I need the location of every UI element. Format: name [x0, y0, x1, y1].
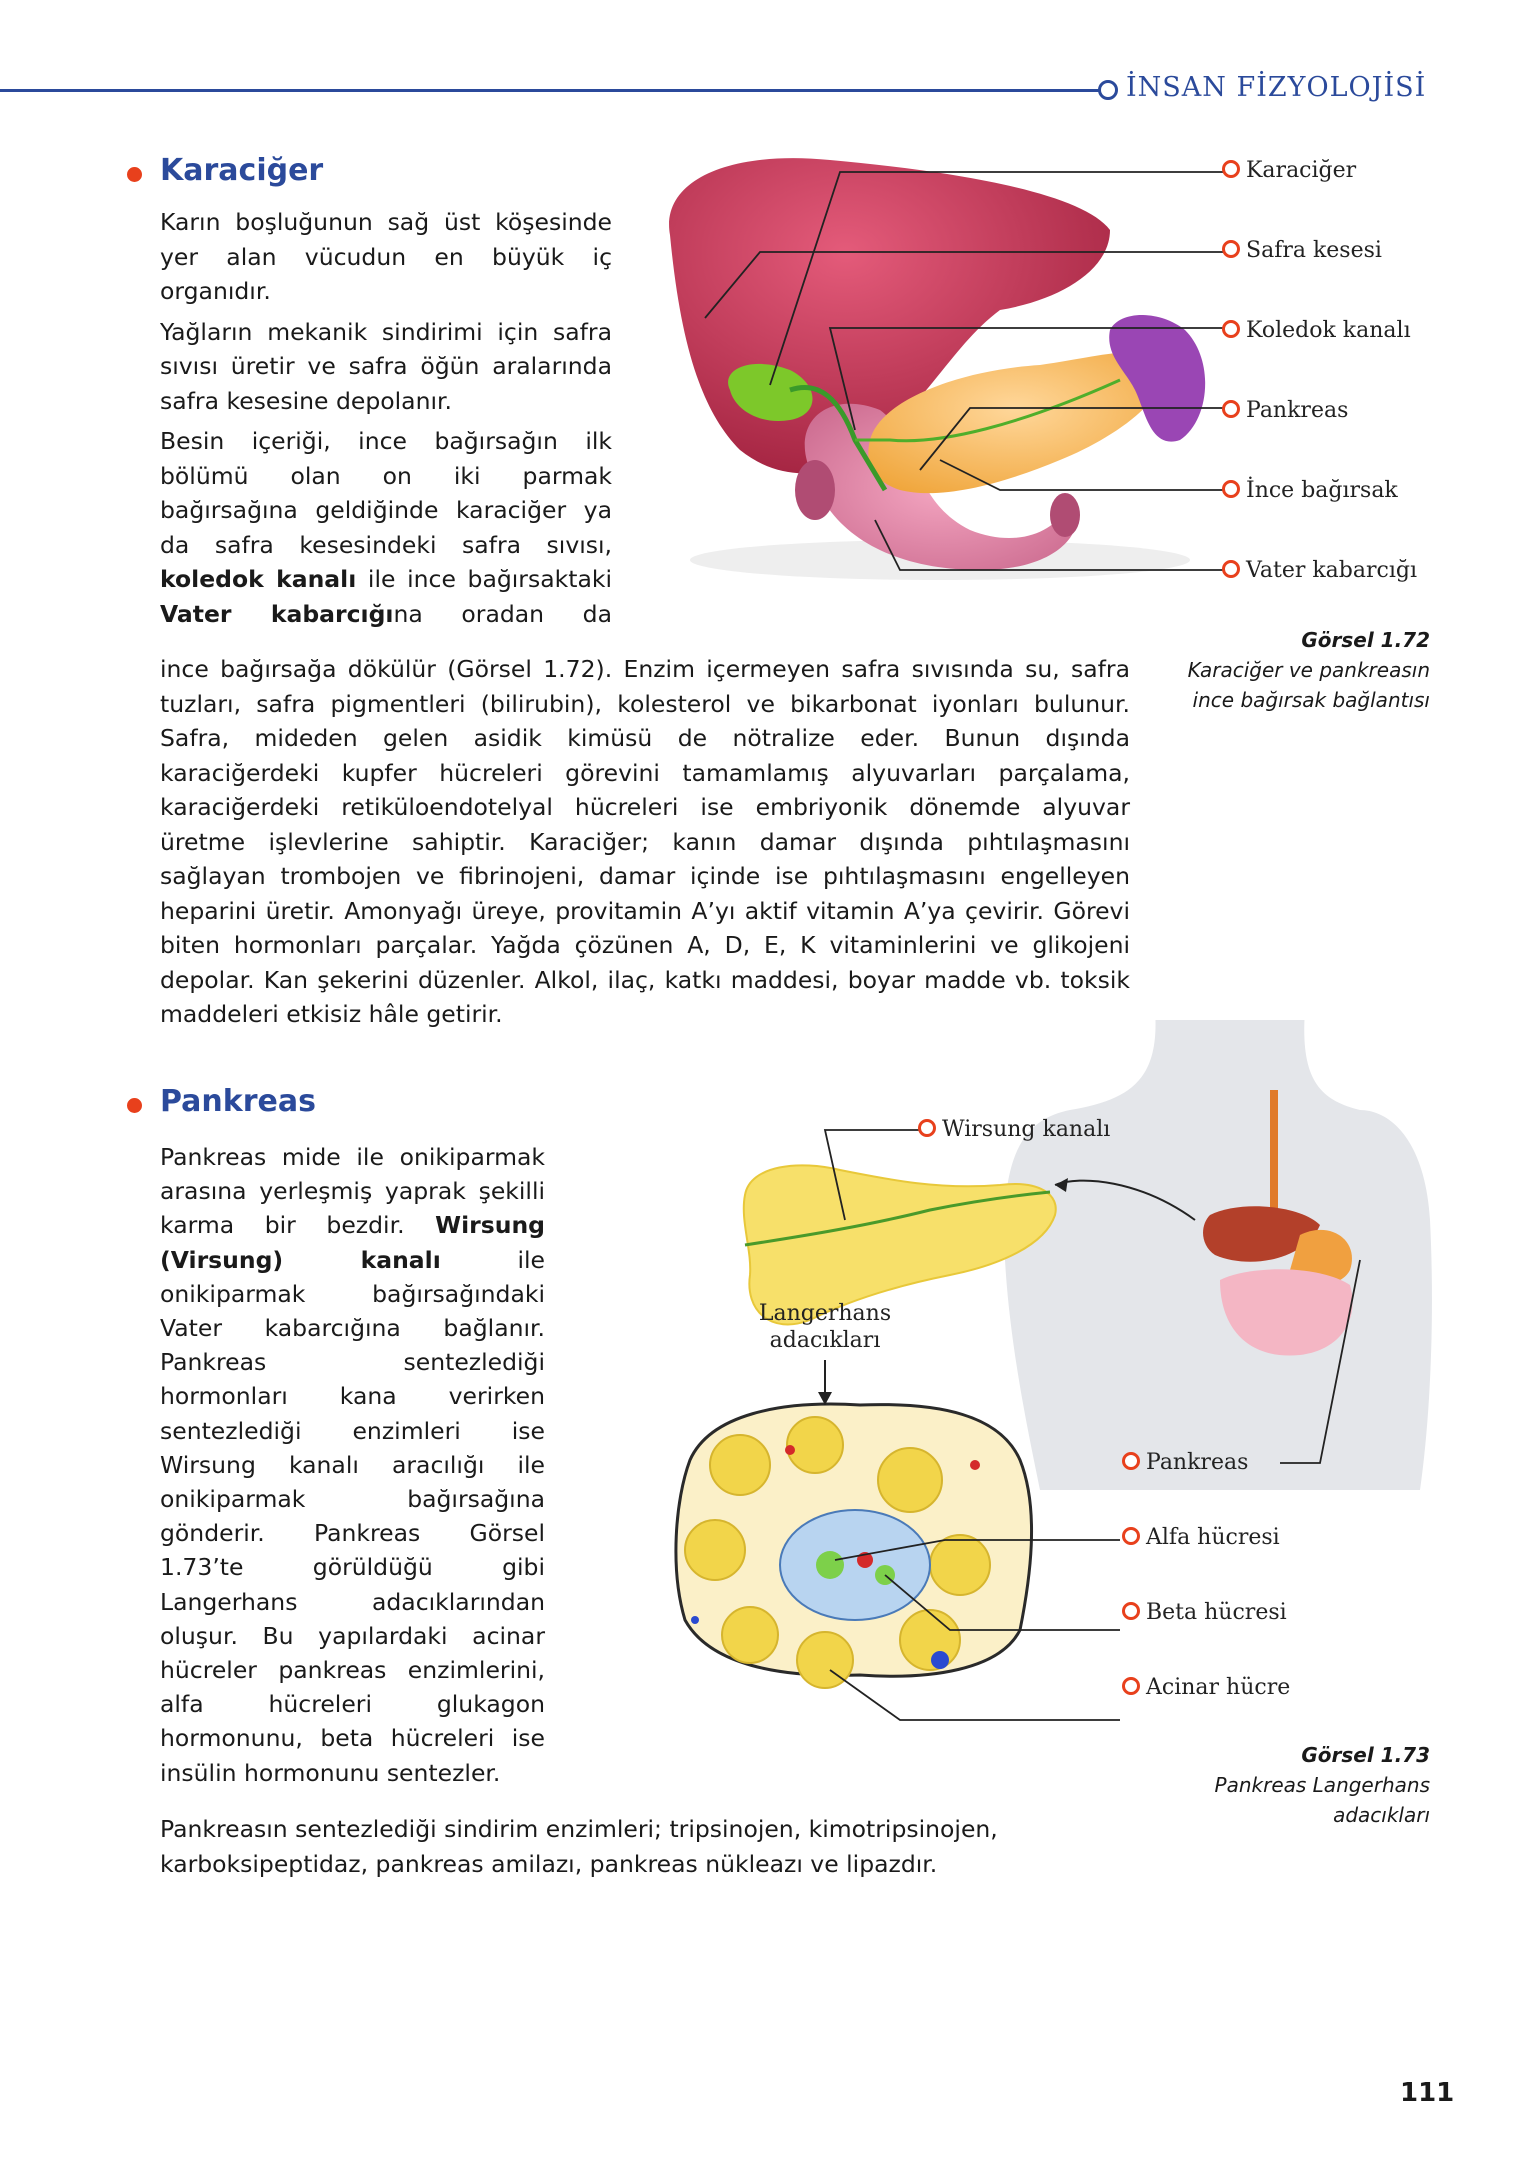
figure2-label: Beta hücresi — [1122, 1600, 1287, 1625]
section1-wide-text — [160, 652, 1130, 1032]
bullet-icon — [127, 1098, 142, 1113]
figure1-caption: Görsel 1.72 Karaciğer ve pankreasın ince bağırsak bağlantısı — [1187, 628, 1430, 712]
label-ring-icon — [1222, 480, 1240, 498]
label-ring-icon — [1222, 560, 1240, 578]
label-ring-icon — [1122, 1527, 1140, 1545]
bullet-icon — [127, 167, 142, 182]
figure2-label: Alfa hücresi — [1122, 1525, 1280, 1550]
paragraph: Karın boşluğunun sağ üst köşesinde yer alan vücudun en büyük iç organıdır. — [160, 208, 612, 305]
red-dot — [785, 1445, 795, 1455]
paragraph: ince bağırsağa dökülür (Görsel 1.72). Enzim içermeyen safra sıvısında su, safra tuzları, safra pigmentleri (bilirubin), kolesterol ve bikarbonat iyonları bulunur. Safra, mideden gelen asidik kimüsü de nötralize eder. Bunun dışında karaciğerdeki kupfer hücreleri görevini tamamlamış alyuvarları parçalama, karaciğerdeki retiküloendotelyal hücreleri ise embriyonik dönemde alyuvar üretme işlevlerine sahiptir. Karaciğer; kanın damar dışında pıhtılaşmasını sağlayan trombojen ve fibrinojeni, damar içinde ise pıhtılaşmasını engelleyen heparini üretir. Amonyağı üreye, provitamin A’yı aktif vitamin A’ya çevirir. Görevi biten hormonları parçalar. Yağda çözünen A, D, E, K vitaminlerini ve glikojeni depolar. Kan şekerini düzenler. Alkol, ilaç, katkı maddesi, boyar madde vb. toksik maddeleri etkisiz hâle getirir. — [160, 655, 1130, 1028]
blue-dot — [691, 1616, 699, 1624]
page-number: 111 — [1400, 2078, 1455, 2108]
paragraph: Yağların mekanik sindirimi için safra sıvısı üretir ve safra öğün aralarında safra kesesine depolanır. — [160, 317, 612, 415]
figure1-label: Safra kesesi — [1222, 238, 1382, 263]
figure2-label: Acinar hücre — [1122, 1675, 1290, 1700]
intestine-opening — [795, 460, 835, 520]
figure1-label: İnce bağırsak — [1222, 478, 1398, 503]
paragraph: Pankreasın sentezlediği sindirim enzimleri; tripsinojen, kimotripsinojen, karboksipeptidaz, pankreas amilazı, pankreas nükleazı ve lipazdır. — [160, 1815, 998, 1878]
intestine-opening — [1050, 493, 1080, 537]
header-rule — [0, 89, 1100, 92]
label-ring-icon — [918, 1119, 936, 1137]
label-ring-icon — [1122, 1452, 1140, 1470]
liver-pancreas-illustration — [640, 140, 1230, 590]
label-ring-icon — [1222, 400, 1240, 418]
label-ring-icon — [1122, 1677, 1140, 1695]
figure2-label: Pankreas — [1122, 1450, 1248, 1475]
figure1-label: Pankreas — [1222, 398, 1348, 423]
langerhans-label-2: adacıkları — [769, 1328, 881, 1353]
langerhans-label-1: Langerhans — [758, 1301, 892, 1326]
paragraph: Besin içeriği, ince bağırsağın ilk bölümü olan on iki parmak bağırsağına geldiğinde karaciğer ya da safra kesesindeki safra sıvısı, koledok kanalı ile ince bağırsaktaki Vater kabarcığına oradan da — [160, 427, 612, 628]
section1-narrow-text — [160, 205, 612, 631]
paragraph: Pankreas mide ile onikiparmak arasına yerleşmiş yaprak şekilli karma bir bezdir. Wirsung (Virsung) kanalı ile onikiparmak bağırsağındaki Vater kabarcığına bağlanır. Pankreas sentezlediği hormonları kana verirken sentezlediği enzimleri ise Wirsung kanalı aracılığı ile onikiparmak bağırsağına gönderir. Pankreas Görsel 1.73’te görüldüğü gibi Langerhans adacıklarından oluşur. Bu yapılardaki acinar hücreler pankreas enzimlerini, alfa hücreleri glukagon hormonunu, beta hücreleri ise insülin hormonunu sentezler. — [160, 1143, 545, 1787]
figure1-label: Karaciğer — [1222, 158, 1356, 183]
label-ring-icon — [1222, 160, 1240, 178]
section2-wide-text — [160, 1812, 1130, 1881]
section-title-karaciger: Karaciğer — [160, 153, 324, 188]
section2-narrow-text — [160, 1140, 545, 1790]
figure2-caption: Görsel 1.73 Pankreas Langerhans adacıkları — [1214, 1743, 1430, 1827]
chapter-title: İNSAN FİZYOLOJİSİ — [1126, 72, 1427, 103]
langerhans-islet — [780, 1510, 930, 1620]
wirsung-label: Wirsung kanalı — [918, 1117, 1110, 1142]
header-circle-icon — [1098, 80, 1118, 100]
label-ring-icon — [1222, 240, 1240, 258]
label-ring-icon — [1222, 320, 1240, 338]
figure1-label: Koledok kanalı — [1222, 318, 1411, 343]
label-ring-icon — [1122, 1602, 1140, 1620]
alpha-cell — [816, 1551, 844, 1579]
section-title-pankreas: Pankreas — [160, 1084, 316, 1119]
red-dot — [970, 1460, 980, 1470]
figure1-label: Vater kabarcığı — [1222, 558, 1417, 583]
blue-dot — [931, 1651, 949, 1669]
